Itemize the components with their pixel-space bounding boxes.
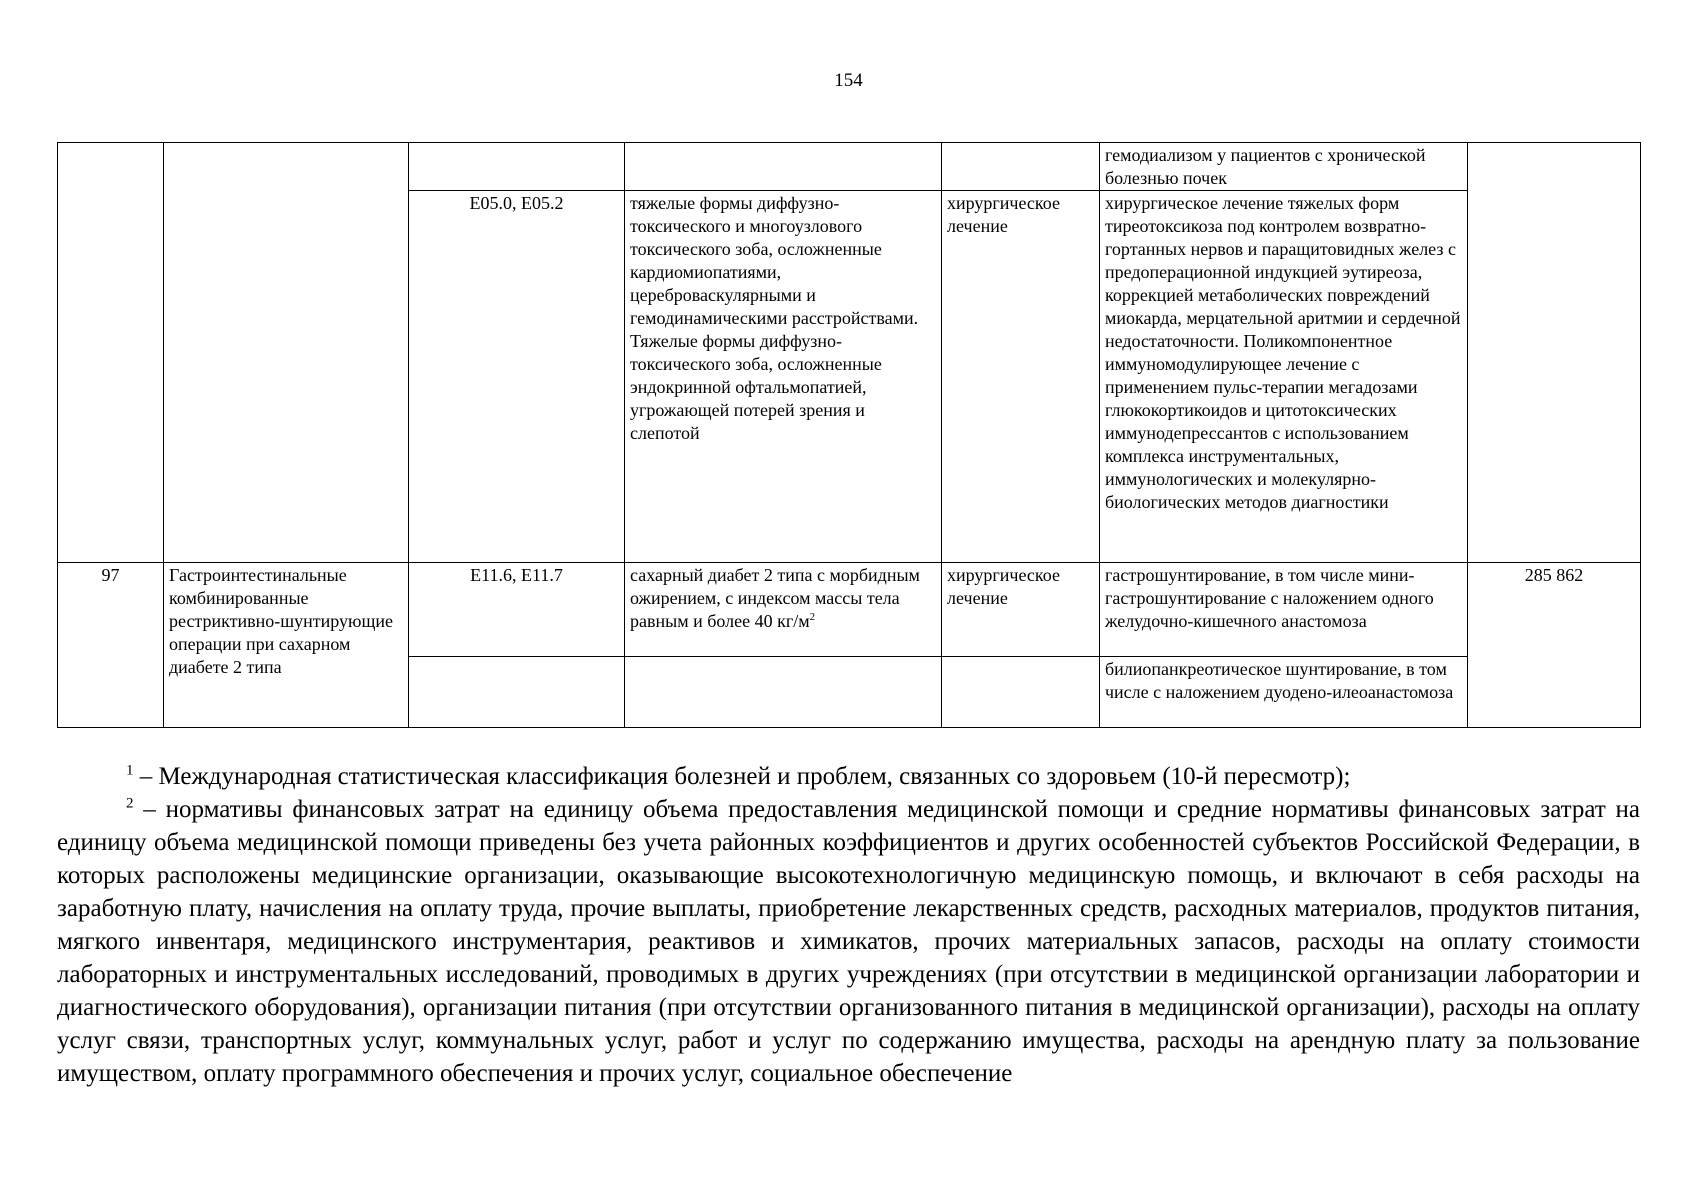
model-cell [625, 657, 942, 728]
treatment-type-cell [942, 143, 1100, 191]
number-cell [58, 143, 164, 563]
method-cell: хирургическое лечение тяжелых форм тиреотоксикоза под контролем возвратно-гортанных нервов и паращитовидных желез с предоперационной индукцией эутиреоза, коррекцией метаболических повреждений миокарда, мерцательной аритмии и сердечной недостаточности. Поликомпонентное иммуномодулирующее лечение с применением пульс-терапии мегадозами глюкокортикоидов и цитотоксических иммунодепрессантов с использованием комплекса инструментальных, иммунологических и молекулярно-биологических методов диагностики [1100, 191, 1468, 563]
footnote-marker: 2 [126, 795, 134, 812]
superscript: 2 [809, 611, 816, 623]
code-cell: E11.6, E11.7 [409, 563, 625, 657]
model-text: сахарный диабет 2 типа с морбидным ожирением, с индексом массы тела равным и более 40 кг/м [630, 565, 920, 631]
table-row [58, 563, 1641, 657]
code-cell [409, 657, 625, 728]
footnote-2 [57, 793, 1640, 1090]
name-cell [164, 143, 409, 563]
treatment-type-cell [942, 657, 1100, 728]
number-cell: 97 [58, 563, 164, 728]
footnote-marker: 1 [126, 762, 134, 779]
footnote-1 [57, 760, 1640, 793]
treatment-type-cell: хирургическое лечение [942, 563, 1100, 657]
model-cell: тяжелые формы диффузно-токсического и многоузлового токсического зоба, осложненные кардиомиопатиями, цереброваскулярными и гемодинамическими расстройствами. Тяжелые формы диффузно-токсического зоба, осложненные эндокринной офтальмопатией, угрожающей потерей зрения и слепотой [625, 191, 942, 563]
model-cell [625, 143, 942, 191]
name-cell: Гастроинтестинальные комбинированные рестриктивно-шунтирующие операции при сахарном диабете 2 типа [164, 563, 409, 728]
vmp-table [57, 142, 1641, 728]
page-number: 154 [834, 70, 863, 91]
cost-cell: 285 862 [1468, 563, 1641, 728]
code-cell [409, 143, 625, 191]
footnote-text: – нормативы финансовых затрат на единицу объема предоставления медицинской помощи и средние нормативы финансовых затрат на единицу объема медицинской помощи приведены без учета районных коэффициентов и других особенностей субъектов Российской Федерации, в которых расположены медицинские организации, оказывающие высокотехнологичную медицинскую помощь, и включают в себя расходы на заработную плату, начисления на оплату труда, прочие выплаты, приобретение лекарственных средств, расходных материалов, продуктов питания, мягкого инвентаря, медицинского инструментария, реактивов и химикатов, прочих материальных запасов, расходы на оплату стоимости лабораторных и инструментальных исследований, проводимых в других учреждениях (при отсутствии в медицинской организации лаборатории и диагностического оборудования), организации питания (при отсутствии организованного питания в медицинской организации), расходы на оплату услуг связи, транспортных услуг, коммунальных услуг, работ и услуг по содержанию имущества, расходы на арендную плату за пользование имуществом, оплату программного обеспечения и прочих услуг, социальное обеспечение [57, 796, 1640, 1087]
model-cell [625, 563, 942, 657]
table-row [58, 143, 1641, 191]
treatment-type-cell: хирургическое лечение [942, 191, 1100, 563]
method-cell: билиопанкреотическое шунтирование, в том числе с наложением дуодено-илеоанастомоза [1100, 657, 1468, 728]
cost-cell [1468, 143, 1641, 563]
footnotes [57, 760, 1640, 1090]
code-cell: E05.0, E05.2 [409, 191, 625, 563]
method-cell: гастрошунтирование, в том числе мини-гастрошунтирование с наложением одного желудочно-кишечного анастомоза [1100, 563, 1468, 657]
method-cell: гемодиализом у пациентов с хронической болезнью почек [1100, 143, 1468, 191]
footnote-text: – Международная статистическая классификация болезней и проблем, связанных со здоровьем (10-й пересмотр); [133, 763, 1351, 790]
